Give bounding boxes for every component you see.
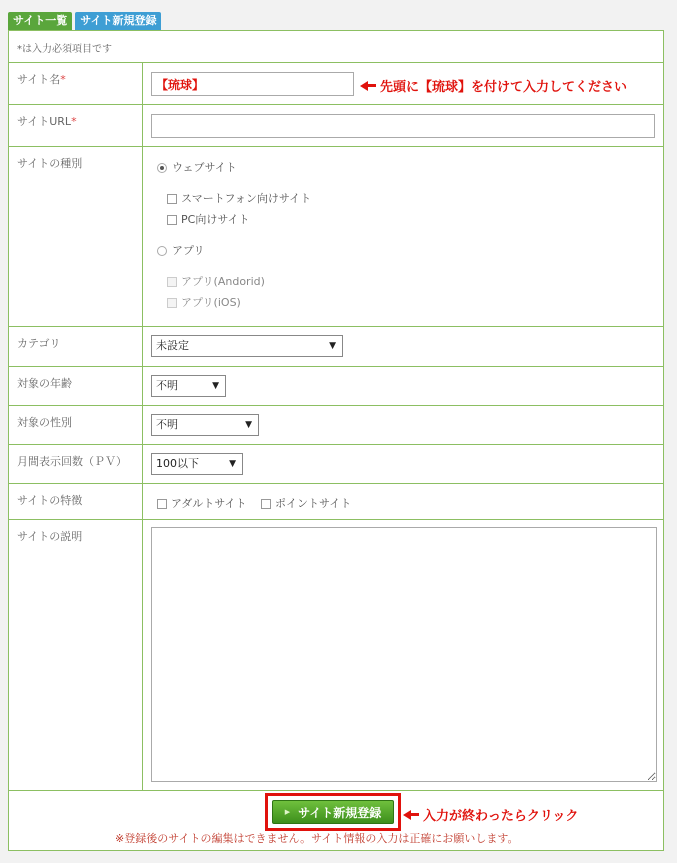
tab-bar bbox=[8, 12, 161, 30]
checkbox-smartphone[interactable] bbox=[167, 190, 311, 206]
chevron-down-icon: ▼ bbox=[212, 381, 219, 391]
submit-annotation bbox=[403, 805, 578, 824]
site-name-label bbox=[9, 63, 143, 105]
site-name-annotation-text: 先頭に【琉球】を付けて入力してください bbox=[380, 80, 628, 95]
target-age-label-text: 対象の年齢 bbox=[17, 377, 72, 390]
row-monthly-pv bbox=[9, 444, 663, 484]
bottom-note-text: ※登録後のサイトの編集はできません。サイト情報の入力は正確にお願いします。 bbox=[115, 832, 519, 845]
required-note-text: *は入力必須項目です bbox=[17, 44, 112, 55]
checkbox-android[interactable] bbox=[167, 273, 265, 289]
site-type-label bbox=[9, 147, 143, 327]
radio-icon[interactable] bbox=[157, 246, 167, 256]
checkbox-pc-label: PC向けサイト bbox=[181, 213, 250, 226]
checkbox-adult-label: アダルトサイト bbox=[171, 497, 247, 510]
registration-form bbox=[8, 30, 664, 851]
radio-website[interactable] bbox=[157, 159, 237, 175]
monthly-pv-label-text: 月間表示回数（ＰＶ） bbox=[17, 455, 127, 468]
submit-highlight-frame bbox=[265, 793, 401, 831]
arrow-shaft bbox=[411, 813, 419, 816]
checkbox-icon[interactable] bbox=[167, 194, 177, 204]
row-description bbox=[9, 519, 663, 791]
features-label bbox=[9, 484, 143, 520]
checkbox-icon[interactable] bbox=[167, 298, 177, 308]
target-gender-label-text: 対象の性別 bbox=[17, 416, 72, 429]
site-url-label-text: サイトURL bbox=[17, 115, 72, 128]
category-label-text: カテゴリ bbox=[17, 337, 61, 350]
checkbox-pc[interactable] bbox=[167, 211, 250, 227]
row-site-type bbox=[9, 146, 663, 327]
bottom-note bbox=[115, 830, 518, 846]
category-selected-value: 未設定 bbox=[156, 339, 189, 352]
target-age-selected-value: 不明 bbox=[156, 379, 178, 392]
row-target-gender bbox=[9, 405, 663, 445]
play-icon: ▶ bbox=[284, 808, 291, 816]
description-label-text: サイトの説明 bbox=[17, 530, 83, 543]
features-label-text: サイトの特徴 bbox=[17, 494, 83, 507]
site-name-label-text: サイト名 bbox=[17, 73, 61, 86]
description-label bbox=[9, 520, 143, 791]
tab-site-register[interactable]: サイト新規登録 bbox=[75, 12, 161, 30]
checkbox-icon[interactable] bbox=[261, 499, 271, 509]
checkbox-icon[interactable] bbox=[157, 499, 167, 509]
chevron-down-icon: ▼ bbox=[229, 459, 236, 469]
checkbox-smartphone-label: スマートフォン向けサイト bbox=[181, 192, 312, 205]
category-label bbox=[9, 327, 143, 367]
required-mark: * bbox=[60, 73, 66, 86]
category-select[interactable] bbox=[151, 335, 343, 357]
arrow-shaft bbox=[368, 84, 376, 87]
checkbox-ios[interactable] bbox=[167, 294, 241, 310]
checkbox-android-label: アプリ(Andorid) bbox=[181, 275, 265, 288]
required-mark: * bbox=[71, 115, 77, 128]
checkbox-icon[interactable] bbox=[167, 215, 177, 225]
submit-button[interactable] bbox=[272, 800, 394, 824]
chevron-down-icon: ▼ bbox=[245, 420, 252, 430]
required-note bbox=[17, 40, 112, 55]
radio-website-label: ウェブサイト bbox=[172, 161, 237, 174]
target-gender-selected-value: 不明 bbox=[156, 418, 178, 431]
checkbox-point[interactable] bbox=[261, 495, 351, 511]
site-type-label-text: サイトの種別 bbox=[17, 157, 83, 170]
checkbox-point-label: ポイントサイト bbox=[275, 497, 352, 510]
row-features bbox=[9, 483, 663, 520]
site-name-input[interactable] bbox=[151, 72, 354, 96]
arrow-left-icon bbox=[360, 81, 368, 91]
tab-site-list[interactable]: サイト一覧 bbox=[8, 12, 72, 30]
site-url-label bbox=[9, 105, 143, 147]
radio-app-label: アプリ bbox=[172, 244, 205, 257]
row-site-name bbox=[9, 62, 663, 105]
target-age-select[interactable] bbox=[151, 375, 226, 397]
target-age-label bbox=[9, 367, 143, 406]
description-textarea[interactable] bbox=[151, 527, 657, 782]
radio-icon[interactable] bbox=[157, 163, 167, 173]
submit-button-label: サイト新規登録 bbox=[298, 805, 382, 820]
submit-annotation-text: 入力が終わったらクリック bbox=[423, 809, 579, 824]
checkbox-adult[interactable] bbox=[157, 495, 246, 511]
monthly-pv-selected-value: 100以下 bbox=[156, 457, 199, 470]
row-target-age bbox=[9, 366, 663, 406]
site-name-annotation bbox=[360, 76, 627, 95]
arrow-left-icon bbox=[403, 810, 411, 820]
checkbox-icon[interactable] bbox=[167, 277, 177, 287]
target-gender-label bbox=[9, 406, 143, 445]
monthly-pv-label bbox=[9, 445, 143, 484]
monthly-pv-select[interactable] bbox=[151, 453, 243, 475]
target-gender-select[interactable] bbox=[151, 414, 259, 436]
row-submit bbox=[9, 790, 663, 852]
row-category bbox=[9, 326, 663, 367]
chevron-down-icon: ▼ bbox=[329, 341, 336, 351]
checkbox-ios-label: アプリ(iOS) bbox=[181, 296, 241, 309]
row-site-url bbox=[9, 104, 663, 147]
site-url-input[interactable] bbox=[151, 114, 655, 138]
radio-app[interactable] bbox=[157, 242, 205, 258]
